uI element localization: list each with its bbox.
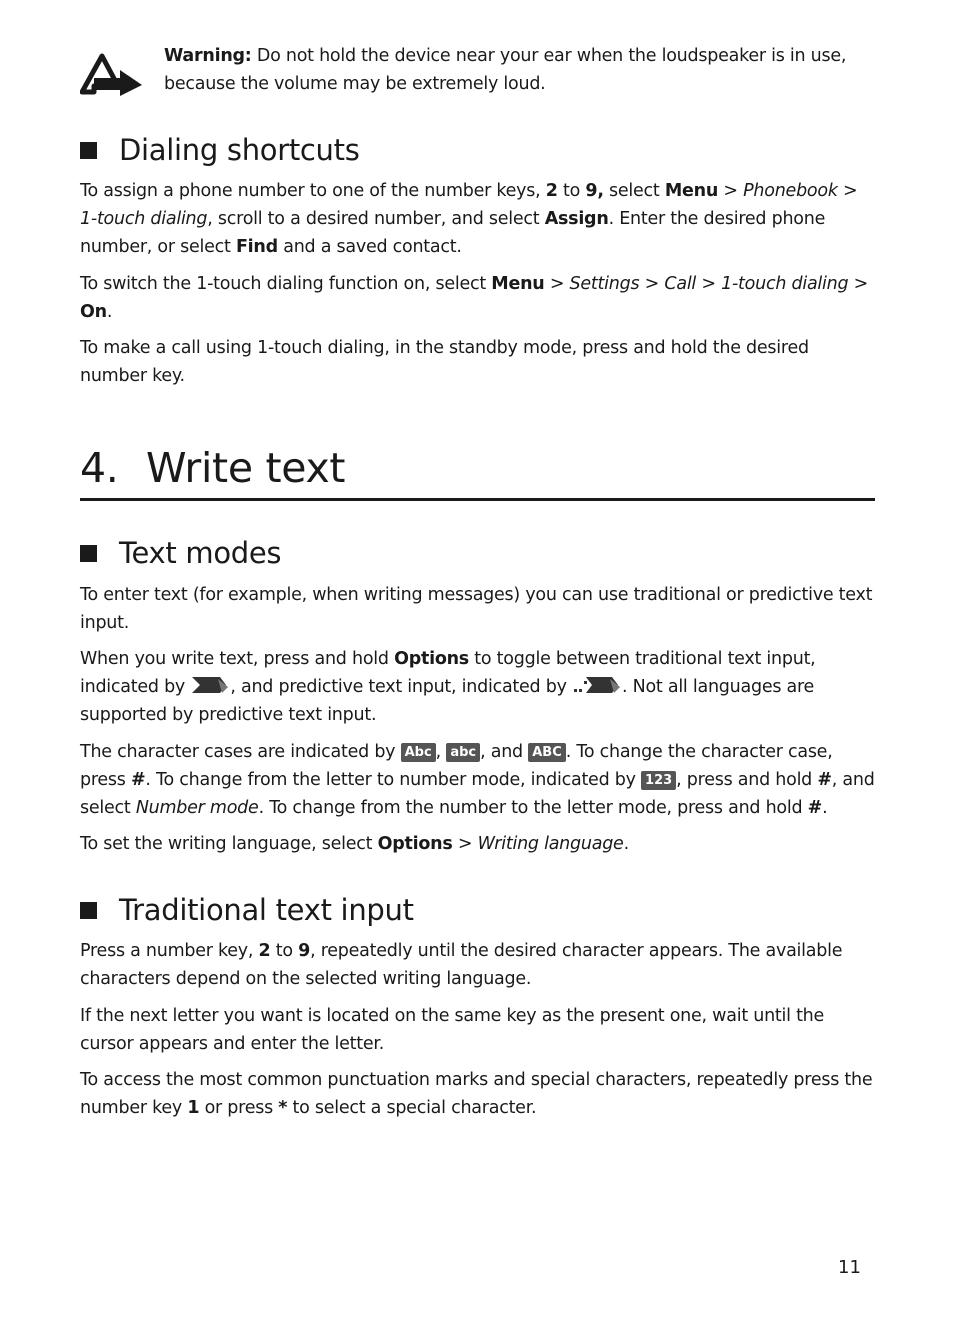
dialing-paragraph-2: To switch the 1-touch dialing function on, select Menu > Settings > Call > 1-touch dialing > On. (80, 274, 869, 322)
section-title: Dialing shortcuts (119, 133, 360, 167)
warning-text (164, 42, 864, 98)
bullet-square-icon (80, 902, 97, 919)
section-dialing-shortcuts (80, 132, 875, 168)
bullet-square-icon (80, 142, 97, 159)
section-title: Traditional text input (119, 893, 414, 927)
mode-badge-title-case: Abc (401, 743, 436, 762)
text-modes-paragraph-1: To enter text (for example, when writing messages) you can use traditional or predictive text input. (80, 585, 873, 633)
chapter-heading (80, 440, 875, 496)
section-heading (80, 535, 875, 571)
warning-line-2: because the volume may be extremely loud. (164, 74, 546, 94)
text-modes-paragraph-4: To set the writing language, select Options > Writing language. (80, 834, 629, 854)
mode-badge-upper-case: ABC (528, 743, 566, 762)
text-modes-paragraph-3: The character cases are indicated by Abc , abc , and ABC . To change the character case, press #. To change from the letter to number mode, indicated by 123 , press and hold #, and select Number mode. To change from the number to the letter mode, press and hold #. (80, 742, 875, 818)
section-title: Text modes (119, 536, 282, 570)
traditional-paragraph-1: Press a number key, 2 to 9, repeatedly until the desired character appears. The available characters depend on the selected writing language. (80, 941, 843, 989)
bullet-square-icon (80, 545, 97, 562)
traditional-paragraph-2: If the next letter you want is located on the same key as the present one, wait until the cursor appears and enter the letter. (80, 1006, 825, 1054)
dialing-paragraph-3: To make a call using 1-touch dialing, in the standby mode, press and hold the desired number key. (80, 338, 809, 386)
chapter-title: Write text (146, 444, 346, 492)
text-modes-paragraph-2: When you write text, press and hold Options to toggle between traditional text input, indicated by , and predictive text input, indicated by . Not all languages are supported by predictive text input. (80, 649, 816, 725)
dialing-paragraph-1: To assign a phone number to one of the number keys, 2 to 9, select Menu > Phonebook > 1-touch dialing, scroll to a desired number, and select Assign. Enter the desired phone number, or select Find and a saved contact. (80, 181, 858, 257)
page-number: 11 (838, 1257, 861, 1278)
mode-badge-number: 123 (641, 771, 676, 790)
section-heading (80, 132, 875, 168)
traditional-paragraph-3: To access the most common punctuation marks and special characters, repeatedly press the number key 1 or press * to select a special character. (80, 1070, 873, 1118)
chapter-number: 4. (80, 444, 119, 492)
warning-label: Warning: (164, 46, 252, 66)
predictive-input-pen-icon (572, 673, 622, 695)
section-heading (80, 892, 875, 928)
chapter-rule (80, 498, 875, 501)
mode-badge-lower-case: abc (446, 743, 480, 762)
warning-line-1: Do not hold the device near your ear when the loudspeaker is in use, (251, 46, 847, 66)
section-text-modes (80, 535, 875, 571)
warning-triangle-icon (80, 52, 144, 96)
section-traditional-text-input (80, 892, 875, 928)
traditional-input-pen-icon (190, 673, 230, 695)
